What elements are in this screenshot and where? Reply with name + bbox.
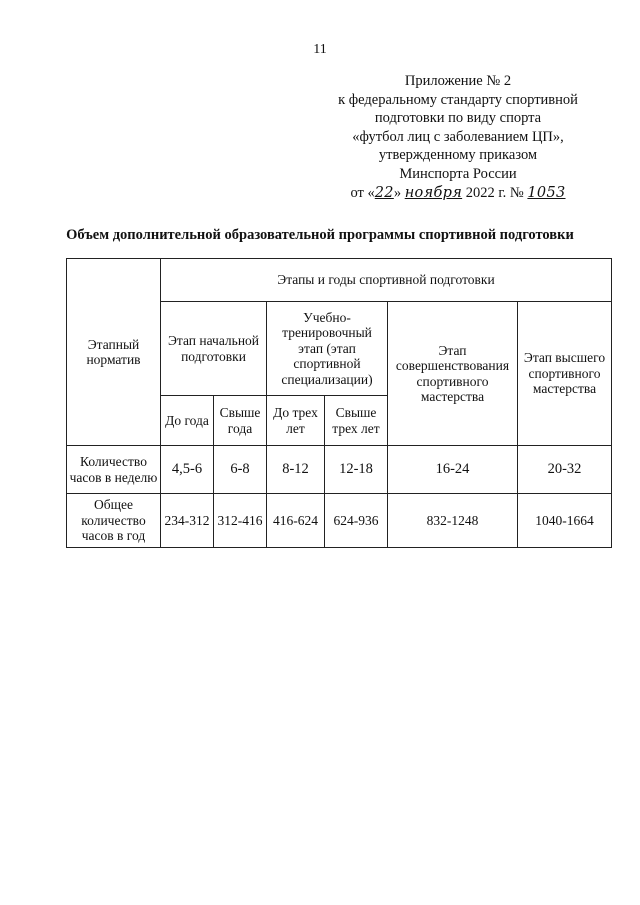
stage-perfection-header: Этап совершенствования спортивного мастерства bbox=[388, 302, 518, 446]
table-cell: 624-936 bbox=[325, 494, 388, 548]
date-mid: » bbox=[393, 184, 402, 201]
table-cell: 832-1248 bbox=[388, 494, 518, 548]
appendix-line-5: утвержденному приказом bbox=[378, 147, 538, 164]
appendix-line-1: Приложение № 2 bbox=[404, 73, 512, 89]
table-cell: 1040-1664 bbox=[518, 494, 612, 548]
table-cell: 16-24 bbox=[388, 446, 518, 494]
appendix-header bbox=[308, 72, 608, 202]
row-label: Количество часов в неделю bbox=[67, 446, 161, 494]
table-cell: 8-12 bbox=[267, 446, 325, 494]
appendix-line-2: к федеральному стандарту спортивной bbox=[338, 91, 578, 108]
order-date-line bbox=[308, 184, 608, 203]
sub-header-up-to-three-years: До трех лет bbox=[267, 396, 325, 446]
appendix-line-3: подготовки по виду спорта bbox=[374, 110, 542, 127]
program-volume-table bbox=[66, 258, 612, 548]
sub-header-over-three-years: Свыше трех лет bbox=[325, 396, 388, 446]
table-cell: 234-312 bbox=[161, 494, 214, 548]
table-row bbox=[67, 494, 612, 548]
date-prefix: от « bbox=[350, 184, 375, 201]
sub-header-up-to-year: До года bbox=[161, 396, 214, 446]
page-number: 11 bbox=[313, 42, 327, 57]
table-cell: 12-18 bbox=[325, 446, 388, 494]
row-label: Общее количество часов в год bbox=[67, 494, 161, 548]
handwritten-month: ноября bbox=[404, 184, 463, 201]
stage-normative-header: Этапный норматив bbox=[67, 259, 161, 446]
date-year: 2022 г. № bbox=[465, 184, 524, 201]
stage-training-header: Учебно-тренировочный этап (этап спортивной специализации) bbox=[267, 302, 388, 396]
table-cell: 416-624 bbox=[267, 494, 325, 548]
sub-header-over-year: Свыше года bbox=[214, 396, 267, 446]
handwritten-day: 22 bbox=[374, 184, 394, 201]
stages-header: Этапы и годы спортивной подготовки bbox=[161, 259, 612, 302]
table-cell: 6-8 bbox=[214, 446, 267, 494]
table-cell: 4,5-6 bbox=[161, 446, 214, 494]
stage-initial-header: Этап начальной подготовки bbox=[161, 302, 267, 396]
stage-highest-header: Этап высшего спортивного мастерства bbox=[518, 302, 612, 446]
document-title: Объем дополнительной образовательной программы спортивной подготовки bbox=[66, 227, 574, 243]
appendix-line-4: «футбол лиц с заболеванием ЦП», bbox=[352, 128, 564, 145]
table-cell: 20-32 bbox=[518, 446, 612, 494]
table-cell: 312-416 bbox=[214, 494, 267, 548]
table-row bbox=[67, 446, 612, 494]
handwritten-order-number: 1053 bbox=[527, 184, 566, 201]
appendix-line-6: Минспорта России bbox=[399, 165, 517, 182]
